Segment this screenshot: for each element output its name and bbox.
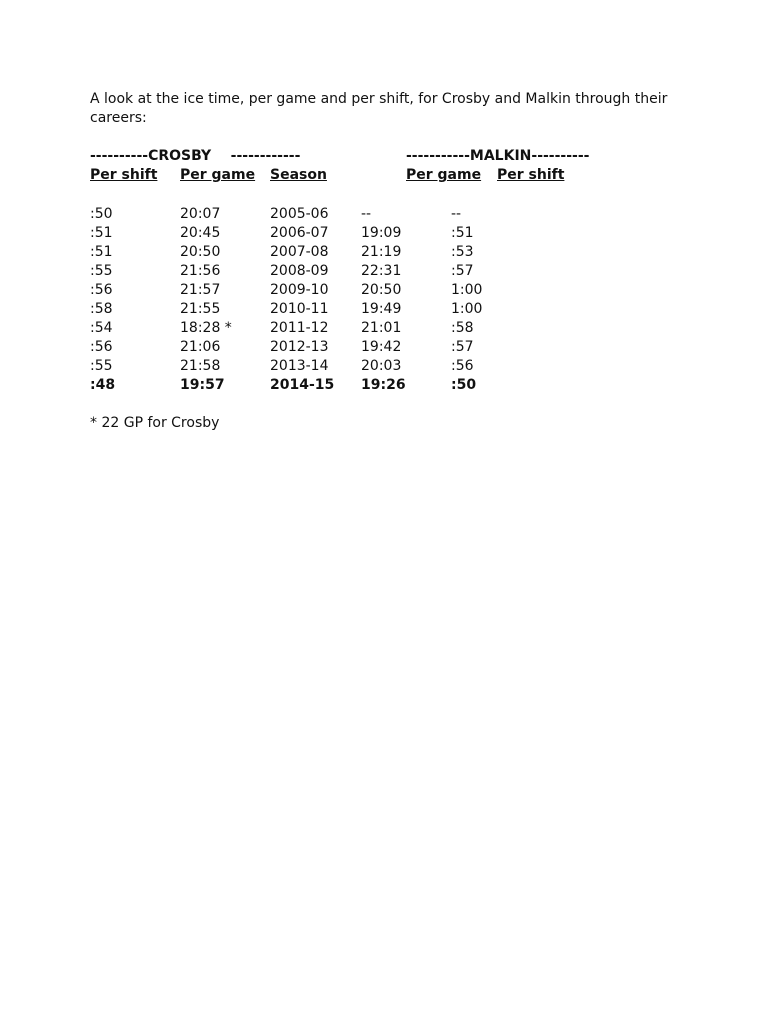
crosby-per-game-cell: 21:55 (180, 301, 221, 317)
malkin-per-shift-cell: :58 (451, 320, 474, 336)
table-row (0, 243, 768, 262)
malkin-per-game-cell: 22:31 (361, 263, 402, 279)
table-row (0, 357, 768, 376)
season-cell: 2014-15 (270, 377, 335, 393)
crosby-per-game-cell: 20:50 (180, 244, 221, 260)
malkin-per-shift-cell: :51 (451, 225, 474, 241)
crosby-per-shift-cell: :54 (90, 320, 113, 336)
table-row (0, 300, 768, 319)
malkin-per-shift-cell: 1:00 (451, 301, 483, 317)
crosby-per-shift-cell: :55 (90, 263, 113, 279)
crosby-per-game-cell: 21:06 (180, 339, 221, 355)
malkin-per-game-cell: 21:01 (361, 320, 402, 336)
table-row (0, 338, 768, 357)
crosby-per-game-cell: 21:58 (180, 358, 221, 374)
season-cell: 2010-11 (270, 301, 329, 317)
malkin-per-game-cell: 20:50 (361, 282, 402, 298)
table-row (0, 281, 768, 300)
crosby-per-game-cell: 18:28 * (180, 320, 232, 336)
crosby-per-shift-cell: :50 (90, 206, 113, 222)
table-row (0, 262, 768, 281)
column-header-malkin-per-shift: Per shift (497, 167, 565, 183)
season-cell: 2006-07 (270, 225, 329, 241)
malkin-per-game-cell: 19:09 (361, 225, 402, 241)
crosby-per-game-cell: 20:45 (180, 225, 221, 241)
crosby-per-game-cell: 20:07 (180, 206, 221, 222)
season-cell: 2012-13 (270, 339, 329, 355)
malkin-per-shift-cell: :53 (451, 244, 474, 260)
malkin-per-shift-cell: :57 (451, 339, 474, 355)
crosby-per-game-cell: 21:57 (180, 282, 221, 298)
season-cell: 2013-14 (270, 358, 329, 374)
crosby-per-shift-cell: :58 (90, 301, 113, 317)
table-row (0, 319, 768, 338)
column-header-malkin-per-game: Per game (406, 167, 482, 183)
column-header-season: Season (270, 167, 327, 183)
crosby-per-shift-cell: :56 (90, 339, 113, 355)
column-header-crosby-per-shift: Per shift (90, 167, 158, 183)
table-row (0, 205, 768, 224)
malkin-per-game-cell: 19:26 (361, 377, 406, 393)
table-row (0, 224, 768, 243)
malkin-per-shift-cell: 1:00 (451, 282, 483, 298)
crosby-per-shift-cell: :51 (90, 244, 113, 260)
crosby-per-shift-cell: :56 (90, 282, 113, 298)
malkin-per-shift-cell: :50 (451, 377, 477, 393)
column-header-crosby-per-game: Per game (180, 167, 256, 183)
malkin-group-header: -----------MALKIN---------- (406, 148, 590, 164)
season-cell: 2007-08 (270, 244, 329, 260)
intro-text: A look at the ice time, per game and per shift, for Crosby and Malkin through their careers: (90, 91, 668, 126)
ice-time-table (0, 205, 768, 395)
malkin-per-shift-cell: :57 (451, 263, 474, 279)
season-cell: 2011-12 (270, 320, 329, 336)
crosby-group-header: ----------CROSBY ------------ (90, 148, 301, 164)
season-cell: 2009-10 (270, 282, 329, 298)
malkin-per-shift-cell: -- (451, 206, 462, 222)
crosby-per-game-cell: 19:57 (180, 377, 225, 393)
season-cell: 2005-06 (270, 206, 329, 222)
malkin-per-game-cell: 20:03 (361, 358, 402, 374)
table-row-current-season (0, 376, 768, 395)
malkin-per-game-cell: 19:49 (361, 301, 402, 317)
malkin-per-game-cell: -- (361, 206, 372, 222)
crosby-per-shift-cell: :48 (90, 377, 116, 393)
footnote: * 22 GP for Crosby (90, 415, 220, 431)
malkin-per-shift-cell: :56 (451, 358, 474, 374)
crosby-per-game-cell: 21:56 (180, 263, 221, 279)
malkin-per-game-cell: 21:19 (361, 244, 402, 260)
crosby-per-shift-cell: :55 (90, 358, 113, 374)
malkin-per-game-cell: 19:42 (361, 339, 402, 355)
season-cell: 2008-09 (270, 263, 329, 279)
crosby-per-shift-cell: :51 (90, 225, 113, 241)
